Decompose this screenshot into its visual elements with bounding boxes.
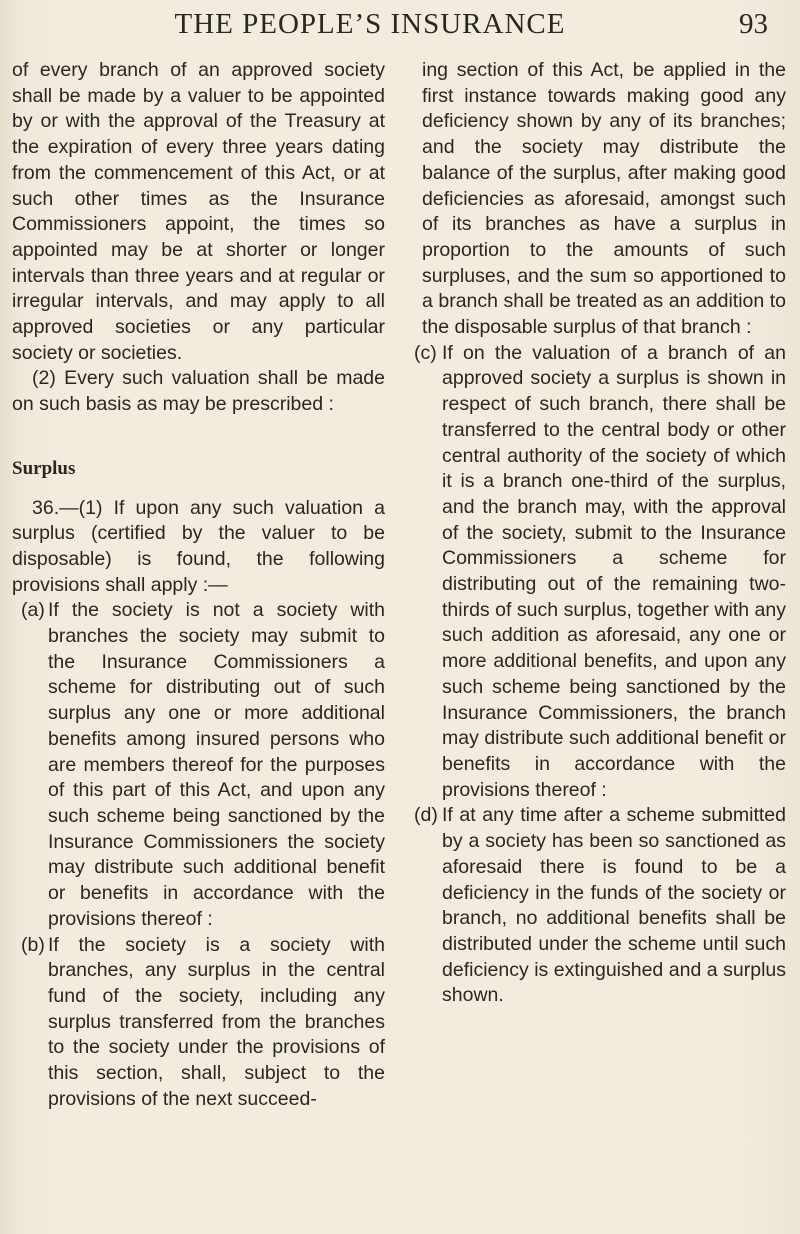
clause-b — [12, 933, 385, 1113]
clause-b-label: (b) — [21, 933, 45, 956]
clause-b-text: If the society is a society with branches, any surplus in the central fund of the society, including any surplus transferred from the branches to the society under the provisions of this section, shall, subject to the provisions of the next succeed- — [48, 933, 385, 1110]
clause-c-label: (c) — [414, 341, 437, 364]
clause-a-label: (a) — [21, 599, 45, 622]
continued-paragraph: of every branch of an approved society shall be made by a valuer to be appointed by or with the approval of the Treasury at the expiration of every three years dating from the commencement of this Act, or at such other times as the Insurance Commissioners appoint, the times so appointed may be at shorter or longer intervals than three years and at regular or irregular intervals, and may apply to all approved societies or any particular society or societies. — [12, 59, 385, 364]
clause-c-text: If on the valuation of a branch of an approved society a surplus is shown in respect of such branch, there shall be transferred to the central body or other central authority of the society of which it is a branch one-third of the surplus, and the branch may, with the approval of the society, submit to the Insurance Commissioners a scheme for distributing out of the remaining two-thirds of such surplus, together with any such addition as aforesaid, any one or more additional benefits, and upon any such scheme being sanctioned by the Insurance Commissioners, the branch may distribute such additional benefit or benefits in accordance with the provisions thereof : — [442, 341, 786, 801]
section-heading-surplus: Surplus — [12, 457, 76, 479]
right-column — [414, 58, 786, 1009]
subsection-2: (2) Every such valuation shall be made on such basis as may be prescribed : — [12, 367, 385, 416]
continued-paragraph-right: ing section of this Act, be applied in the first instance towards making good any deficiency shown by any of its branches; and the society may distribute the balance of the surplus, after making good deficiencies as aforesaid, amongst such of its branches as have a surplus in proportion to the amounts of such surpluses, and the sum so apportioned to a branch shall be treated as an addition to the disposable surplus of that branch : — [422, 59, 786, 339]
clause-a-text: If the society is not a society with branches the society may submit to the Insurance Commissioners a scheme for distributing out of such surplus any one or more additional benefits among insured persons who are members thereof for the purposes of this part of this Act, and upon any such scheme being sanctioned by the Insurance Commissioners the society may distribute such additional benefit or benefits in accordance with the provisions thereof : — [48, 599, 385, 930]
section-36-paragraph: 36.—(1) If upon any such valuation a surplus (certified by the valuer to be disposable) is found, the following provisions shall apply :— — [12, 496, 385, 596]
clause-d-text: If at any time after a scheme submitted by a society has been so sanctioned as aforesaid there is found to be a deficiency in the funds of the society or branch, no additional benefits shall be distributed under the scheme until such deficiency is extinguished and a surplus shown. — [442, 804, 786, 1007]
running-title: THE PEOPLE’S INSURANCE — [174, 8, 566, 40]
left-column — [12, 58, 385, 1112]
clause-c — [414, 341, 786, 804]
clause-d-label: (d) — [414, 804, 438, 827]
page-number: 93 — [739, 8, 768, 40]
page-header — [0, 8, 800, 48]
clause-a — [12, 598, 385, 932]
clause-d — [414, 803, 786, 1009]
